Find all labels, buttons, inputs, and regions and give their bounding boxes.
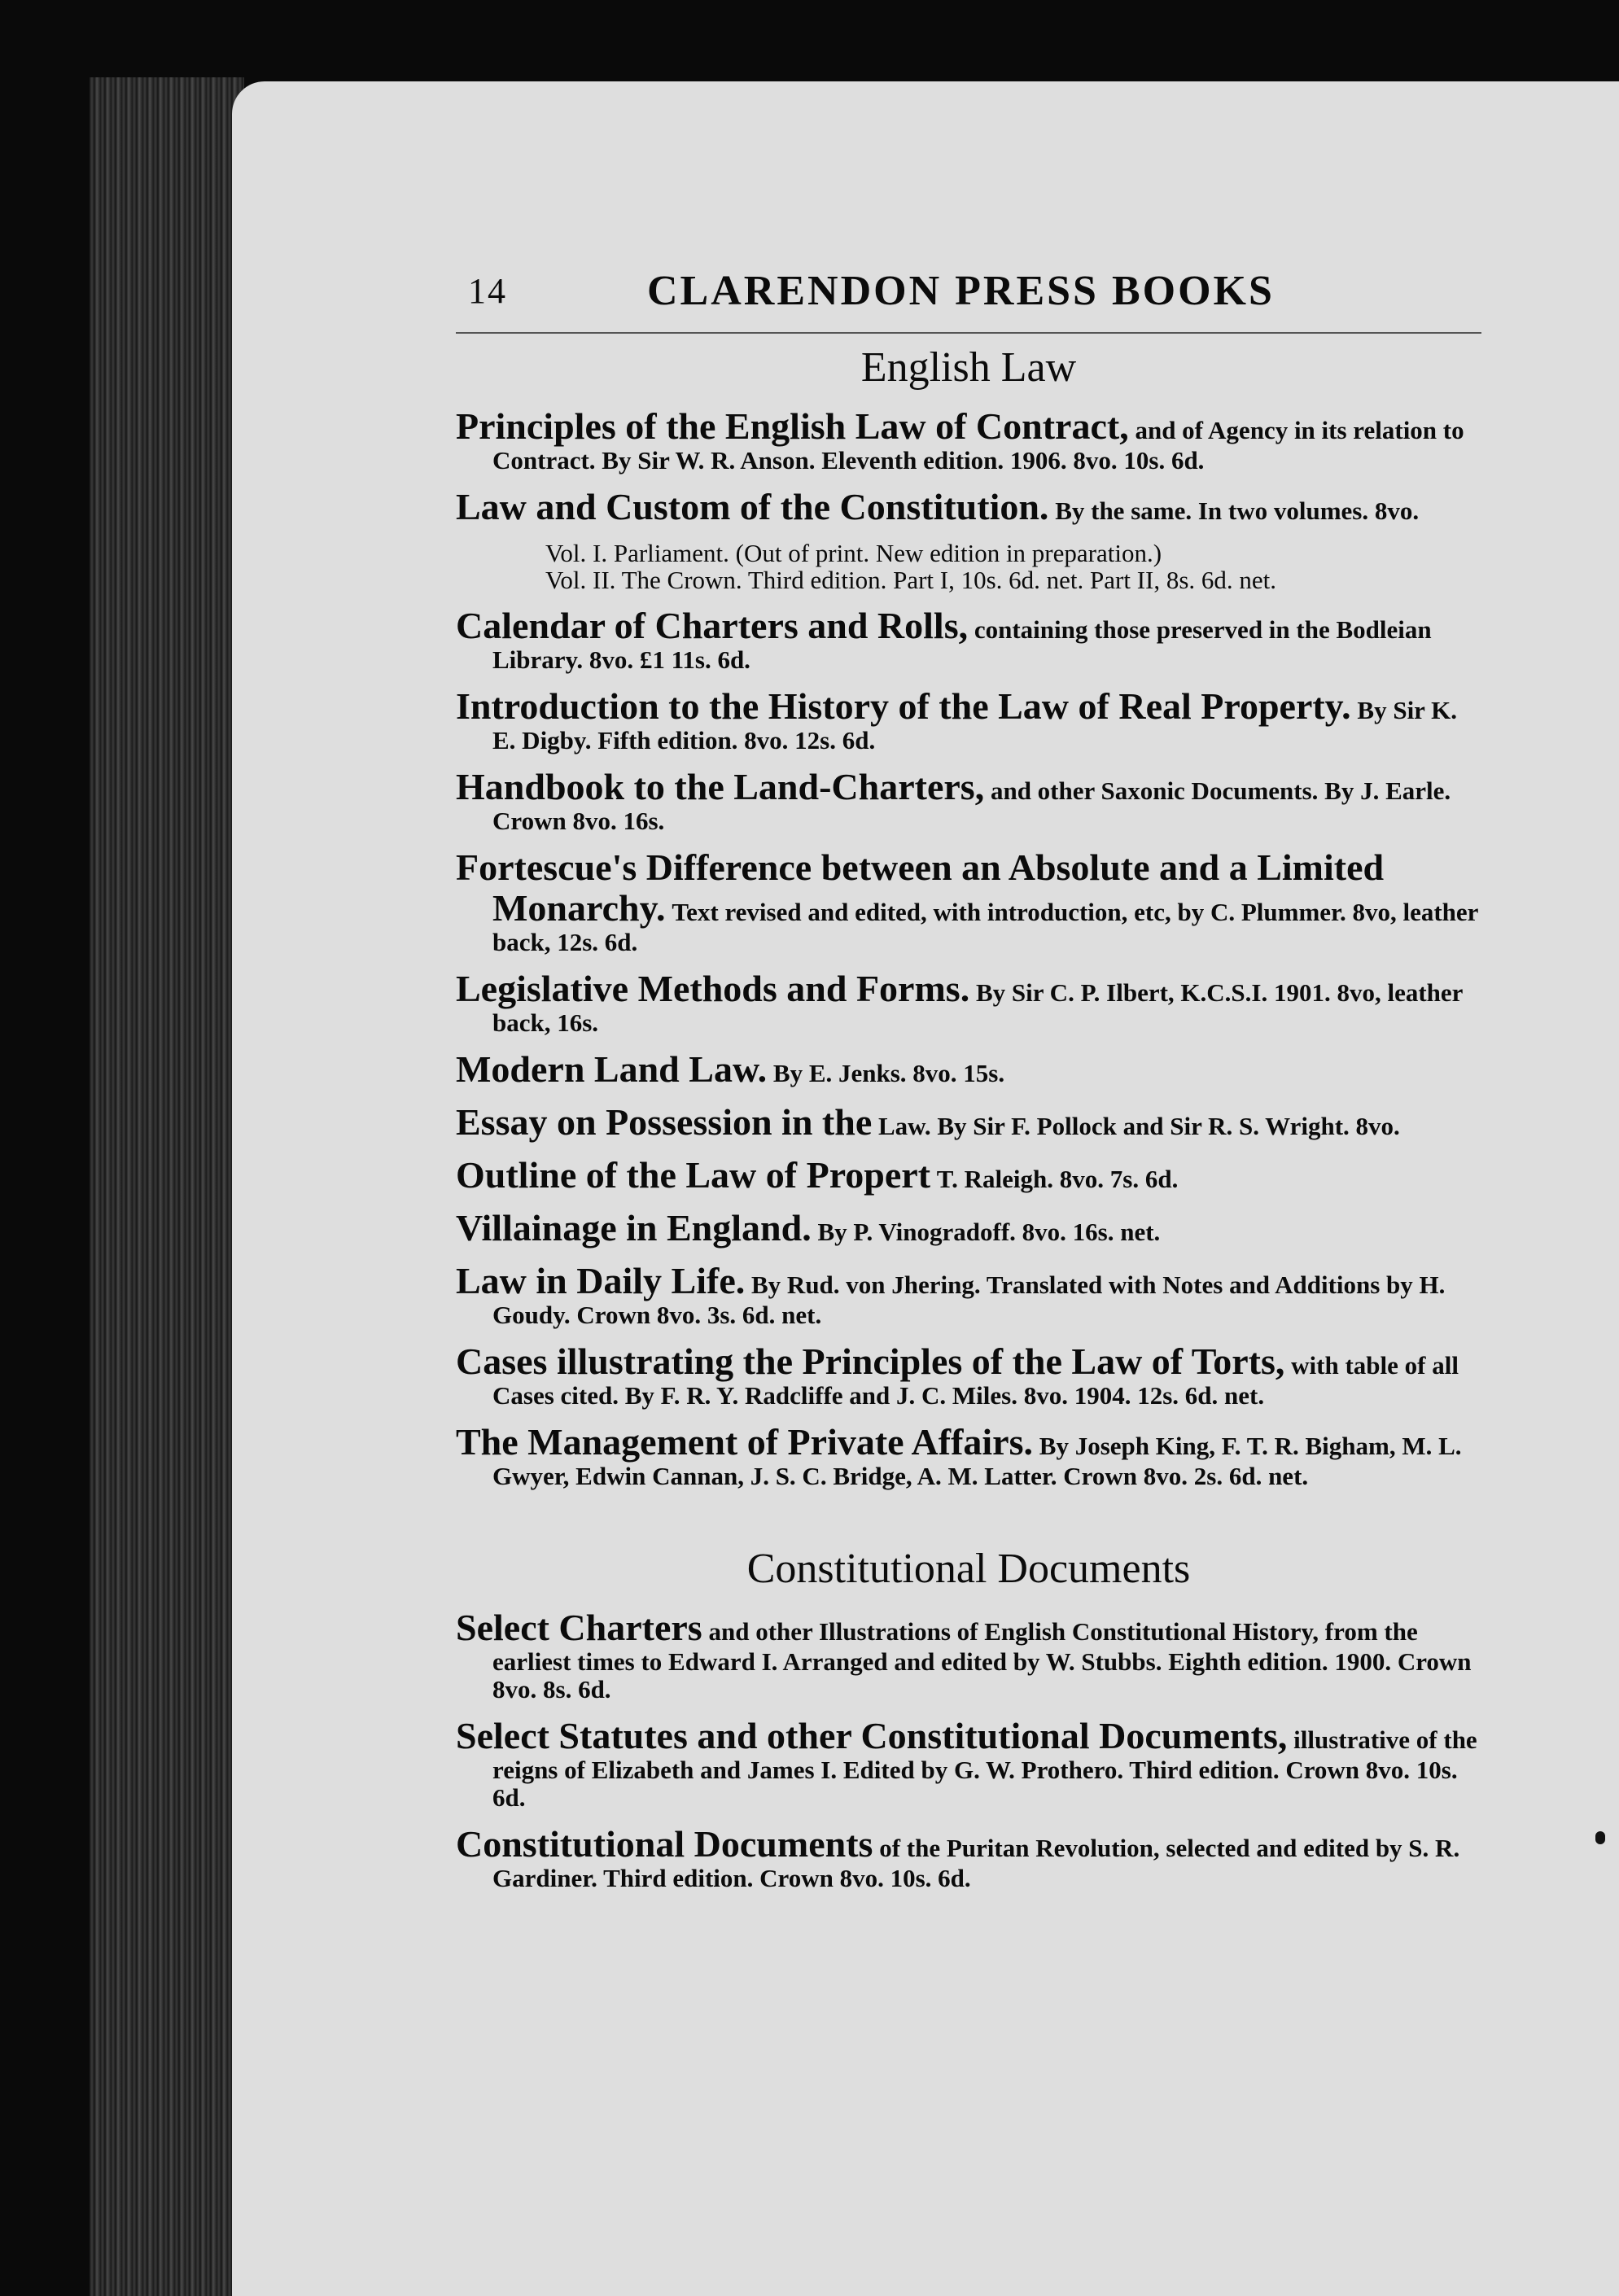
book-entry <box>456 767 1481 835</box>
book-description: T. Raleigh. 8vo. 7s. 6d. <box>936 1165 1179 1193</box>
running-title: CLARENDON PRESS BOOKS <box>647 268 1275 314</box>
book-entry <box>456 1422 1481 1490</box>
book-entry <box>456 1208 1481 1249</box>
page-number: 14 <box>468 271 507 311</box>
book-description: with table of all Cases cited. By F. R. Y. Radcliffe and J. C. Miles. 8vo. 1904. 12s. 6d. net. <box>492 1351 1459 1410</box>
book-description: illustrative of the reigns of Elizabeth and James I. Edited by G. W. Prothero. Third edition. Crown 8vo. 10s. 6d. <box>492 1725 1477 1812</box>
book-description: and other Illustrations of English Constitutional History, from the earliest times to Edward I. Arranged and edited by W. Stubbs. Eighth edition. 1900. Crown 8vo. 8s. 6d. <box>492 1617 1472 1703</box>
book-spine-edge <box>90 77 244 2296</box>
book-entry <box>456 847 1481 956</box>
book-entry <box>456 606 1481 674</box>
book-title: Modern Land Law. <box>456 1048 768 1090</box>
book-description: By P. Vinogradoff. 8vo. 16s. net. <box>817 1218 1161 1246</box>
book-description: By E. Jenks. 8vo. 15s. <box>772 1059 1005 1087</box>
book-description: Law. By Sir F. Pollock and Sir R. S. Wright. 8vo. <box>877 1112 1400 1140</box>
book-entry <box>456 1155 1481 1196</box>
book-title: Cases illustrating the Principles of the Law of Torts, <box>456 1340 1285 1382</box>
book-description: By the same. In two volumes. 8vo. <box>1055 496 1420 525</box>
volume-line: Vol. I. Parliament. (Out of print. New edition in preparation.) <box>545 539 1162 567</box>
book-title: Handbook to the Land-Charters, <box>456 766 985 807</box>
book-title: Legislative Methods and Forms. <box>456 968 970 1009</box>
volume-line: Vol. II. The Crown. Third edition. Part I, 10s. 6d. net. Part II, 8s. 6d. net. <box>545 566 1277 594</box>
book-title: Law and Custom of the Constitution. <box>456 486 1049 527</box>
book-description: and of Agency in its relation to Contract. By Sir W. R. Anson. Eleventh edition. 1906. 8vo. 10s. 6d. <box>492 416 1464 475</box>
book-entry <box>456 686 1481 754</box>
book-title: Essay on Possession in the <box>456 1101 873 1143</box>
book-entry <box>456 406 1481 475</box>
book-title: Villainage in England. <box>456 1207 812 1249</box>
book-title: The Management of Private Affairs. <box>456 1421 1034 1463</box>
book-title: Law in Daily Life. <box>456 1260 746 1301</box>
running-head <box>456 252 1481 314</box>
book-entry <box>456 487 1481 527</box>
book-title: Constitutional Documents <box>456 1823 873 1865</box>
book-description: Text revised and edited, with introduction, etc, by C. Plummer. 8vo, leather back, 12s. 6d. <box>492 898 1478 956</box>
book-entry <box>456 1716 1481 1812</box>
section-spacer <box>456 1502 1481 1535</box>
book-description: of the Puritan Revolution, selected and edited by S. R. Gardiner. Third edition. Crown 8vo. 10s. 6d. <box>492 1834 1460 1892</box>
ink-speck <box>1595 1831 1605 1844</box>
book-title: Outline of the Law of Propert <box>456 1154 931 1196</box>
book-entry <box>456 1341 1481 1410</box>
book-entry <box>456 1049 1481 1090</box>
book-description: By Rud. von Jhering. Translated with Notes and Additions by H. Goudy. Crown 8vo. 3s. 6d. net. <box>492 1270 1446 1329</box>
book-description: containing those preserved in the Bodleian Library. 8vo. £1 11s. 6d. <box>492 615 1432 674</box>
book-entry <box>456 1102 1481 1143</box>
section-heading-english-law: English Law <box>860 344 1077 391</box>
book-title: Calendar of Charters and Rolls, <box>456 605 969 646</box>
book-title: Select Statutes and other Constitutional Documents, <box>456 1715 1288 1756</box>
book-title: Select Charters <box>456 1607 702 1648</box>
book-description: and other Saxonic Documents. By J. Earle. Crown 8vo. 16s. <box>492 776 1451 835</box>
section-heading-constitutional-documents: Constitutional Documents <box>746 1546 1191 1592</box>
book-entry <box>456 1607 1481 1703</box>
book-entry <box>456 1824 1481 1892</box>
book-entry <box>456 1261 1481 1329</box>
book-title: Introduction to the History of the Law of Real Property. <box>456 685 1351 727</box>
book-description: By Sir K. E. Digby. Fifth edition. 8vo. 12s. 6d. <box>492 696 1457 754</box>
book-title: Fortescue's Difference between an Absolute and a Limited Monarchy. <box>456 846 1385 929</box>
book-description: By Joseph King, F. T. R. Bigham, M. L. Gwyer, Edwin Cannan, J. S. C. Bridge, A. M. Latter. Crown 8vo. 2s. 6d. net. <box>492 1432 1462 1490</box>
book-title: Principles of the English Law of Contract, <box>456 405 1129 447</box>
book-description: By Sir C. P. Ilbert, K.C.S.I. 1901. 8vo, leather back, 16s. <box>492 978 1463 1037</box>
header-rule <box>456 332 1481 334</box>
book-entry <box>456 969 1481 1037</box>
page-content <box>456 252 1481 1905</box>
